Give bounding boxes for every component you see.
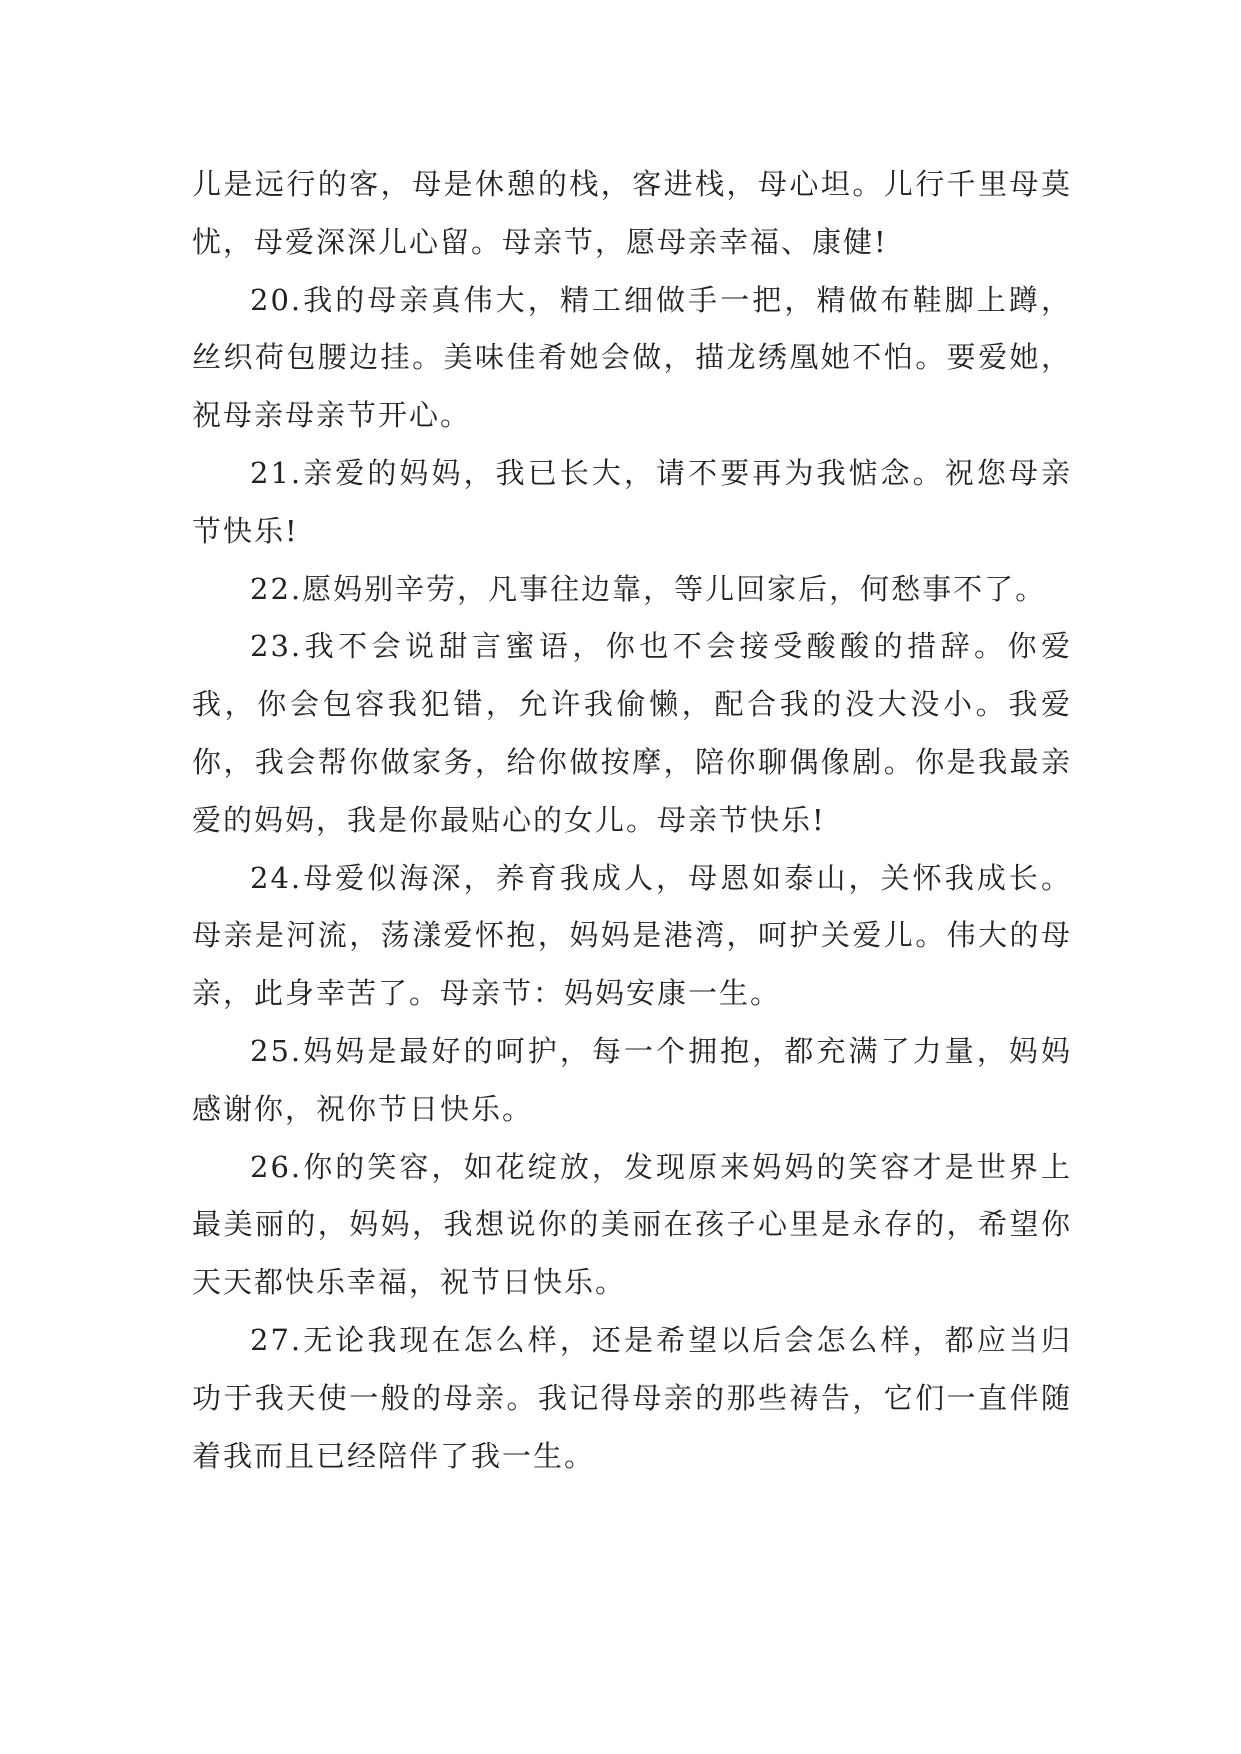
document-body [192,156,1072,1485]
paragraph-26: 26.你的笑容，如花绽放，发现原来妈妈的笑容才是世界上最美丽的，妈妈，我想说你的美丽在孩子心里是永存的，希望你天天都快乐幸福，祝节日快乐。 [192,1149,1072,1300]
paragraph-20: 20.我的母亲真伟大，精工细做手一把，精做布鞋脚上蹲，丝织荷包腰边挂。美味佳肴她会做，描龙绣凰她不怕。要爱她，祝母亲母亲节开心。 [192,282,1072,433]
paragraph-21: 21.亲爱的妈妈，我已长大，请不要再为我惦念。祝您母亲节快乐! [192,455,1072,548]
paragraph-27: 27.无论我现在怎么样，还是希望以后会怎么样，都应当归功于我天使一般的母亲。我记得母亲的那些祷告，它们一直伴随着我而且已经陪伴了我一生。 [192,1322,1072,1473]
paragraph-25: 25.妈妈是最好的呵护，每一个拥抱，都充满了力量，妈妈感谢你，祝你节日快乐。 [192,1033,1072,1126]
paragraph-23: 23.我不会说甜言蜜语，你也不会接受酸酸的措辞。你爱我，你会包容我犯错，允许我偷懒，配合我的没大没小。我爱你，我会帮你做家务，给你做按摩，陪你聊偶像剧。你是我最亲爱的妈妈，我是你最贴心的女儿。母亲节快乐! [192,629,1072,837]
paragraph-24: 24.母爱似海深，养育我成人，母恩如泰山，关怀我成长。母亲是河流，荡漾爱怀抱，妈妈是港湾，呵护关爱儿。伟大的母亲，此身幸苦了。母亲节：妈妈安康一生。 [192,860,1072,1011]
paragraph-continued: 儿是远行的客，母是休憩的栈，客进栈，母心坦。儿行千里母莫忧，母爱深深儿心留。母亲节，愿母亲幸福、康健! [192,167,1072,259]
paragraph-22: 22.愿妈别辛劳，凡事往边靠，等儿回家后，何愁事不了。 [250,571,1047,606]
